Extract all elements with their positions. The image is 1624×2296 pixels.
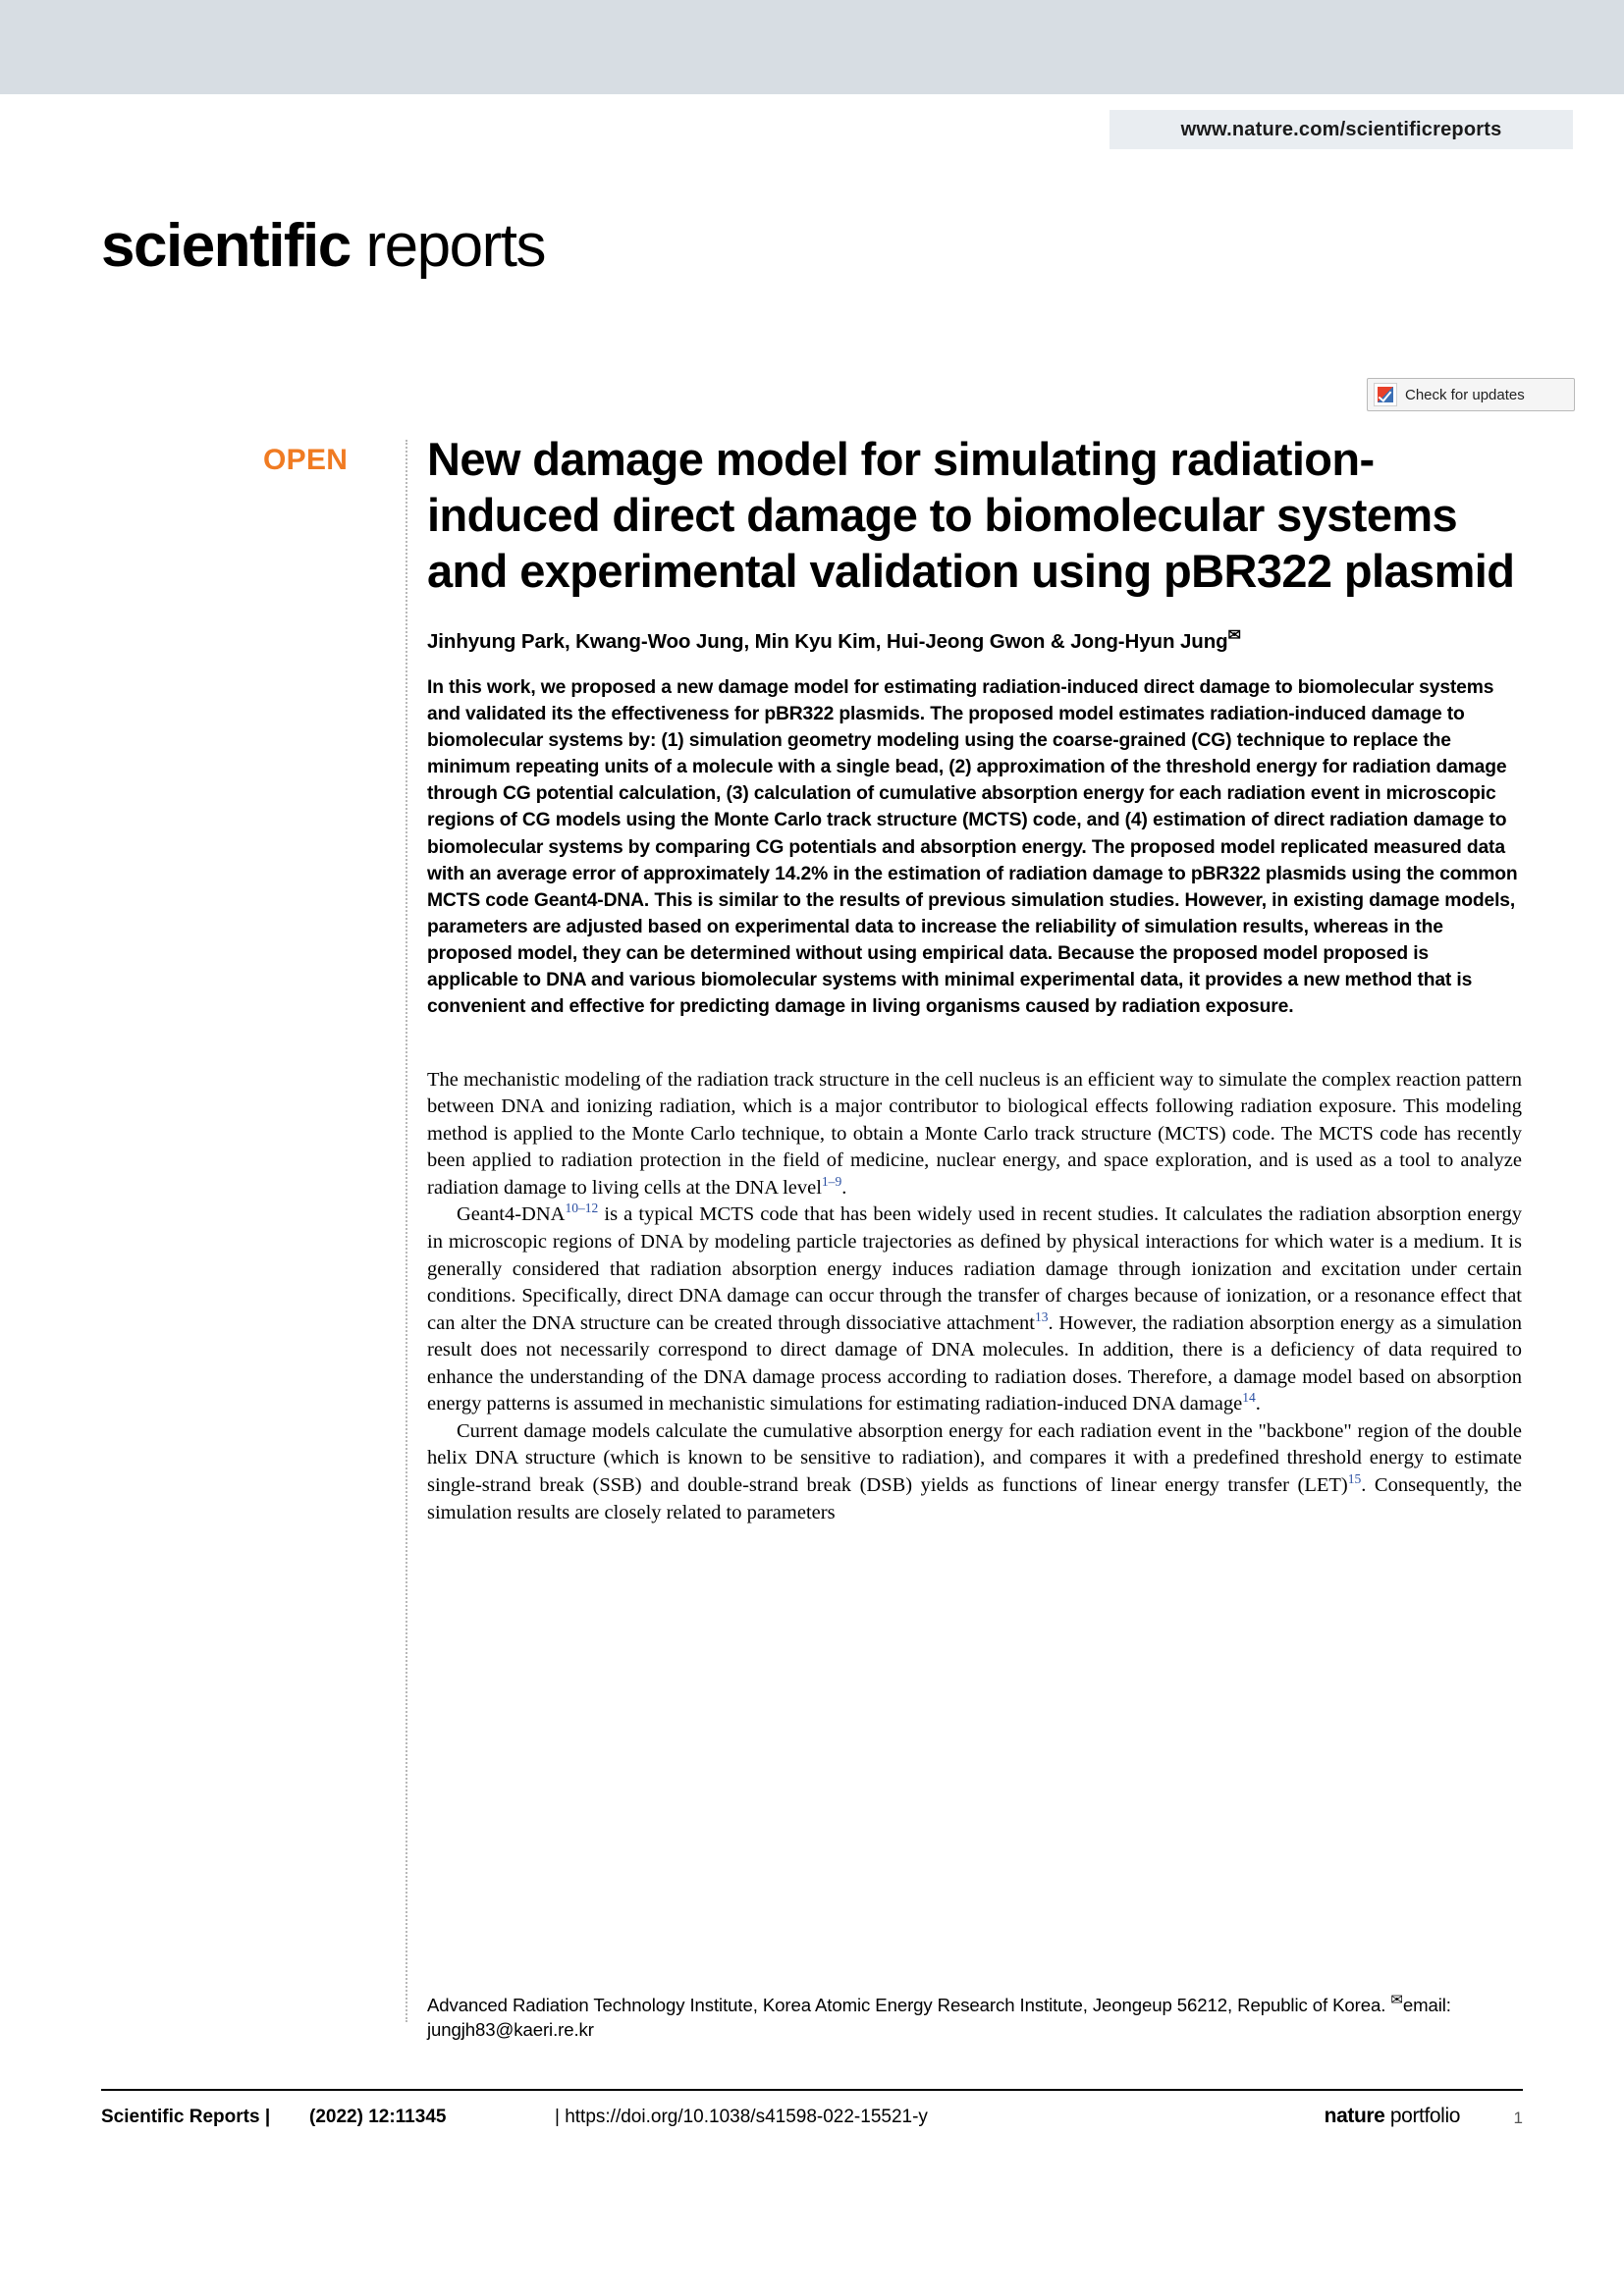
- email-envelope-icon: ✉: [1390, 1992, 1403, 2008]
- body-paragraph-3-tail: . Consequently, the simulation results are closely related to parameters: [427, 1474, 1523, 1523]
- footer-volume: (2022) 12:11345: [309, 2107, 447, 2127]
- journal-url: www.nature.com/scientificreports: [1110, 110, 1573, 149]
- page-title: New damage model for simulating radiation-induced direct damage to biomolecular systems and experimental validation using pBR322 plasmid: [427, 433, 1515, 597]
- body-paragraph-1-text: The mechanistic modeling of the radiation track structure in the cell nucleus is an efficient way to simulate the complex reaction pattern between DNA and ionizing radiation, which is a major contributor to biological effects following radiation exposure. This modeling method is applied to the Monte Carlo technique, to obtain a Monte Carlo track structure (MCTS) code. The MCTS code has recently been applied to radiation protection in the field of medicine, nuclear energy, and space exploration, and is used as a tool to analyze radiation damage to living cells at the DNA level: [427, 1068, 1522, 1199]
- page-footer: [101, 2103, 1523, 2142]
- crossmark-icon: [1374, 383, 1397, 406]
- citation-ref-13[interactable]: 13: [1035, 1308, 1049, 1324]
- author-list: [427, 625, 1522, 654]
- body-paragraph-3-text: Current damage models calculate the cumulative absorption energy for each radiation event in the "backbone" region of the double helix DNA structure (which is known to be sensitive to radiation), and compares it with a predefined threshold energy to estimate single-strand break (SSB) and double-strand break (DSB) yields as functions of linear energy transfer (LET): [427, 1419, 1522, 1497]
- body-paragraph-3: [427, 1418, 1522, 1526]
- journal-masthead: [101, 211, 545, 281]
- publisher-logo-thin: portfolio: [1384, 2105, 1460, 2127]
- body-paragraph-2-end: .: [1255, 1393, 1261, 1415]
- article-content: [427, 432, 1522, 1526]
- publisher-logo: [1325, 2105, 1460, 2128]
- top-banner-bar: [0, 0, 1624, 94]
- check-for-updates-label: Check for updates: [1405, 386, 1525, 403]
- body-paragraph-1-tail: .: [841, 1176, 847, 1199]
- body-paragraph-2: [427, 1201, 1522, 1418]
- corresponding-author-icon: ✉: [1227, 626, 1241, 644]
- corresponding-email[interactable]: jungjh83@kaeri.re.kr: [427, 2019, 594, 2041]
- masthead-light: reports: [350, 212, 545, 280]
- footer-journal-name: Scientific Reports |: [101, 2107, 271, 2127]
- citation-ref-15[interactable]: 15: [1347, 1471, 1362, 1487]
- check-for-updates-badge[interactable]: [1367, 378, 1575, 411]
- masthead-bold: scientific: [101, 212, 351, 280]
- open-access-label: OPEN: [263, 444, 349, 476]
- body-paragraph-2-text: is a typical MCTS code that has been widely used in recent studies. It calculates the radiation absorption energy in microscopic regions of DNA by modeling particle trajectories as defined by physical interactions for which water is a medium. It is generally considered that radiation absorption energy induces radiation damage through ionization and excitation under certain conditions. Specifically, direct DNA damage can occur through the transfer of charges because of ionization, or a resonance effect that can alter the DNA structure can be created through dissociative attachment: [427, 1203, 1523, 1334]
- citation-ref-14[interactable]: 14: [1242, 1390, 1256, 1406]
- author-names: Jinhyung Park, Kwang-Woo Jung, Min Kyu Kim, Hui-Jeong Gwon & Jong-Hyun Jung: [427, 629, 1228, 653]
- article-body: [427, 1067, 1522, 1527]
- citation-ref-1-9[interactable]: 1–9: [821, 1174, 842, 1190]
- body-paragraph-2-tail: . However, the radiation absorption energy as a simulation result does not necessarily correspond to direct damage of DNA molecules. In addition, there is a deficiency of data required to enhance the understanding of the DNA damage process according to radiation doses. Therefore, a damage model based on absorption energy patterns is assumed in mechanistic simulations for estimating radiation-induced DNA damage: [427, 1311, 1522, 1415]
- affiliation-block: [427, 1991, 1522, 2043]
- column-divider: [406, 440, 407, 2022]
- footer-divider: [101, 2089, 1523, 2091]
- body-paragraph-1: [427, 1067, 1522, 1202]
- footer-doi[interactable]: | https://doi.org/10.1038/s41598-022-15521-y: [555, 2107, 928, 2127]
- affiliation-text: Advanced Radiation Technology Institute, Korea Atomic Energy Research Institute, Jeongeup 56212, Republic of Korea.: [427, 1995, 1391, 2016]
- email-prefix: email:: [1402, 1995, 1451, 2016]
- publisher-logo-bold: nature: [1324, 2105, 1385, 2127]
- geant4-dna-lead: Geant4-DNA: [457, 1203, 566, 1226]
- citation-ref-10-12[interactable]: 10–12: [565, 1201, 599, 1216]
- abstract-text: In this work, we proposed a new damage model for estimating radiation-induced direct damage to biomolecular systems and validated its the effectiveness for pBR322 plasmids. The proposed model estimates radiation-induced damage to biomolecular systems by: (1) simulation geometry modeling using the coarse-grained (CG) technique to replace the minimum repeating units of a molecule with a single bead, (2) approximation of the threshold energy for radiation damage through CG potential calculation, (3) calculation of cumulative absorption energy for each radiation event in microscopic regions of CG models using the Monte Carlo track structure (MCTS) code, and (4) estimation of direct radiation damage to biomolecular systems by comparing CG potentials and absorption energy. The proposed model replicated measured data with an average error of approximately 14.2% in the estimation of radiation damage to pBR322 plasmids using the common MCTS code Geant4-DNA. This is similar to the results of previous simulation studies. However, in existing damage models, parameters are adjusted based on experimental data to increase the reliability of simulation results, whereas in the proposed model, they can be determined without using empirical data. Because the proposed model proposed is applicable to DNA and various biomolecular systems with minimal experimental data, it provides a new method that is convenient and effective for predicting damage in living organisms caused by radiation exposure.: [427, 677, 1518, 1017]
- page-number: 1: [1513, 2109, 1523, 2127]
